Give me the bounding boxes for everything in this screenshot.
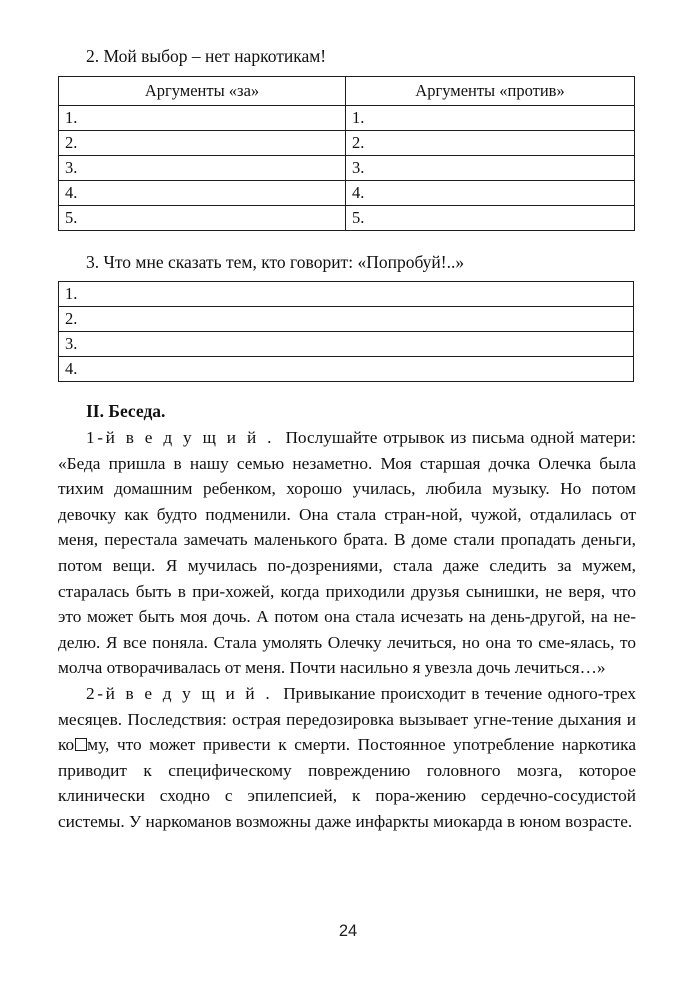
cell-reply[interactable]: 4. (59, 357, 634, 382)
column-header-against: Аргументы «против» (346, 77, 635, 106)
arguments-table (58, 76, 635, 231)
table-row[interactable] (59, 357, 634, 382)
cell-reply[interactable]: 3. (59, 332, 634, 357)
speaker-spacer (274, 428, 285, 447)
cell-for[interactable]: 3. (59, 156, 346, 181)
speaker-label-1: 1-й в е д у щ и й . (86, 428, 275, 447)
page-content (58, 44, 636, 835)
cell-against[interactable]: 4. (346, 181, 635, 206)
cell-for[interactable]: 1. (59, 106, 346, 131)
speaker-label-2: 2-й в е д у щ и й . (86, 683, 273, 703)
section-heading-choice: 2. Мой выбор – нет наркотикам! (86, 46, 327, 66)
cell-against[interactable]: 1. (346, 106, 635, 131)
speaker-spacer (272, 684, 283, 703)
cell-for[interactable]: 4. (59, 181, 346, 206)
table-row[interactable] (59, 156, 635, 181)
consequences-text-part1: Привыкание происходит в течение одного-трех месяцев. Последствия: острая передозировка вызывает угне-тение дыхания и ко (58, 683, 636, 755)
table-row[interactable] (59, 206, 635, 231)
cell-reply[interactable]: 1. (59, 282, 634, 307)
cell-for[interactable]: 5. (59, 206, 346, 231)
speaker-paragraph-2 (58, 681, 636, 835)
cell-against[interactable]: 5. (346, 206, 635, 231)
table-row[interactable] (59, 131, 635, 156)
table-header-row (59, 77, 635, 106)
page-number: 24 (338, 922, 358, 940)
cell-for[interactable]: 2. (59, 131, 346, 156)
speaker-paragraph-1 (58, 425, 636, 681)
table-row[interactable] (59, 332, 634, 357)
cell-reply[interactable]: 2. (59, 307, 634, 332)
table-row[interactable] (59, 282, 634, 307)
part-heading-talk: II. Беседа. (86, 401, 166, 421)
column-header-for: Аргументы «за» (59, 77, 346, 106)
missing-glyph-box (75, 738, 87, 751)
letter-quote-body: «Беда пришла в нашу семью незаметно. Моя старшая дочка Олечка была тихим домашним ребенком, хорошо училась, любила музыку. Но потом девочку как будто подменили. Она стала стран-ной, чужой, отдалилась от меня, перестала замечать маленького брата. В доме стали пропадать деньги, потом вещи. Я мучилась по-дозрениями, стала даже следить за мужем, старалась быть в при-хожей, когда приходили друзья сынишки, не веря, что это может быть моя дочь. А потом она стала исчезать на день-другой, на не-делю. Я все поняла. Стала умолять Олечку лечиться, но она то сме-ялась, то молча отворачивалась от меня. Почти насильно я увезла дочь лечиться…» (58, 453, 636, 678)
table-row[interactable] (59, 307, 634, 332)
table-row[interactable] (59, 181, 635, 206)
table-row[interactable] (59, 106, 635, 131)
reply-table (58, 281, 634, 382)
cell-against[interactable]: 2. (346, 131, 635, 156)
cell-against[interactable]: 3. (346, 156, 635, 181)
consequences-text-part2: му, что может привести к смерти. Постоянное употребление наркотика приводит к специфическому повреждению головного мозга, которое клинически сходно с эпилепсией, к пора-жению сердечно-сосудистой системы. У наркоманов возможны даже инфаркты миокарда в юном возрасте. (58, 735, 636, 831)
speaker-intro-1: Послушайте отрывок из письма одной матери: (285, 428, 637, 447)
section-heading-reply: 3. Что мне сказать тем, кто говорит: «Попробуй!..» (86, 252, 465, 272)
